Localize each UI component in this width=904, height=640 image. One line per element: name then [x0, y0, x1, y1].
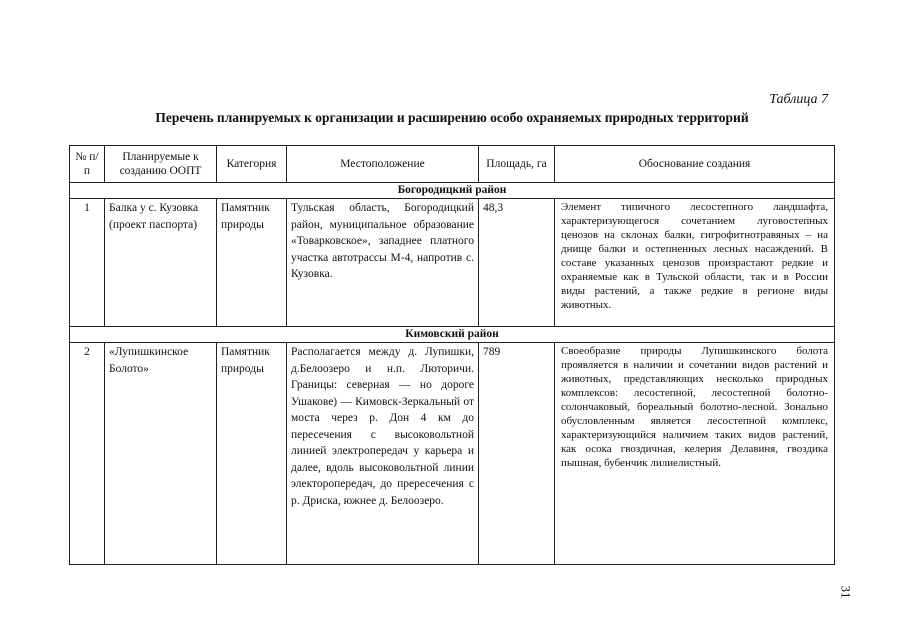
header-num: № п/п [70, 146, 105, 183]
header-reason: Обоснование создания [555, 146, 835, 183]
row-num: 1 [70, 199, 105, 327]
header-category: Категория [217, 146, 287, 183]
table-caption: Таблица 7 [769, 92, 828, 107]
document-title: Перечень планируемых к организации и расширению особо охраняемых природных территорий [155, 110, 749, 125]
table-row [70, 343, 835, 565]
district-row [70, 327, 835, 343]
table-header-row [70, 146, 835, 183]
row-location: Тульская область, Богородицкий район, муниципальное образование «Товарковское», западнее платного участка автотрассы М-4, напротив с. Кузовка. [287, 199, 479, 327]
page-number: 31 [838, 585, 854, 599]
row-category: Памятник природы [217, 343, 287, 565]
table-row [70, 199, 835, 327]
row-reason: Своеобразие природы Лупишкинского болота проявляется в наличии и сочетании видов растений и животных, представляющих несколько природных комплексов: лесостепной, лесостепной болотно-солончаковый, бореальный болотно-лесной. Зонально обусловленным является лесостепной комплекс, характеризующийся наличием таких видов растений, как осока гвоздичная, келерия Делавиня, гвоздика пышная, бубенчик лилиелистный. [555, 343, 835, 565]
header-area: Площадь, га [479, 146, 555, 183]
district-row [70, 183, 835, 199]
row-name: Балка у с. Кузовка (проект паспорта) [105, 199, 217, 327]
header-name: Планируемые к созданию ООПТ [105, 146, 217, 183]
row-location: Располагается между д. Лупишки, д.Белоозеро и н.п. Люторичи. Границы: северная — но дороге Ушакове) — Кимовск-Зеркальный от моста через р. Дон 4 км до пересечения с высоковольтной линией электропередач у карьера и далее, вдоль высоковольтной линии электороперeдач, до прересечения с р. Дриска, южнее д. Белоозеро. [287, 343, 479, 565]
row-reason: Элемент типичного лесостепного ландшафта, характеризующегося сочетанием луговостепных ценозов на склонах балки, гигрофитнотравяных – на днище балки и остепненных лесных насаждений. В составе указанных ценозов произрастают редкие и охраняемые как в Тульской области, так и в России виды растений, а также редкие в регионе виды животных. [555, 199, 835, 327]
row-area: 48,3 [479, 199, 555, 327]
row-category: Памятник природы [217, 199, 287, 327]
district-name: Богородицкий район [70, 183, 835, 199]
header-location: Местоположение [287, 146, 479, 183]
row-num: 2 [70, 343, 105, 565]
row-area: 789 [479, 343, 555, 565]
row-name: «Лупишкинское Болото» [105, 343, 217, 565]
district-name: Кимовский район [70, 327, 835, 343]
protected-areas-table [69, 145, 835, 565]
